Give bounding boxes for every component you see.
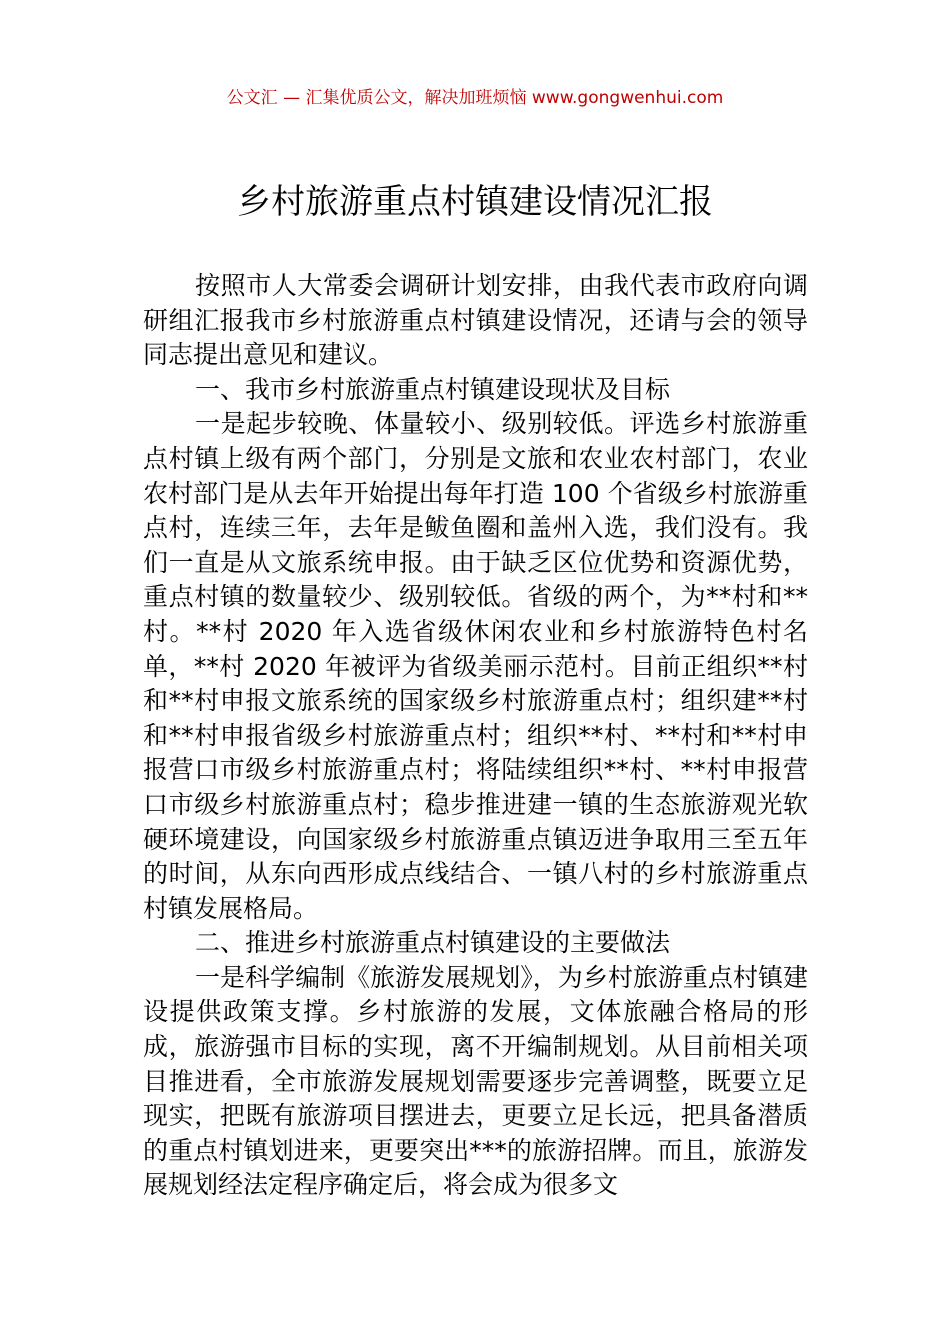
section-2-heading: 二、推进乡村旅游重点村镇建设的主要做法	[195, 928, 671, 958]
watermark-header: 公文汇 — 汇集优质公文，解决加班烦恼 www.gongwenhui.com	[226, 88, 724, 108]
section-2-paragraph: 一是科学编制《旅游发展规划》，为乡村旅游重点村镇建设提供政策支撑。乡村旅游的发展，文体旅融合格局的形成，旅游强市目标的实现，离不开编制规划。从目前相关项目推进看，全市旅游发展规划需要逐步完善调整，既要立足现实，把既有旅游项目摆进去，更要立足长远，把具备潜质的重点村镇划进来，更要突出***的旅游招牌。而且，旅游发展规划经法定程序确定后，将会成为很多文	[143, 962, 808, 1200]
section-1-heading: 一、我市乡村旅游重点村镇建设现状及目标	[195, 374, 671, 404]
document-title: 乡村旅游重点村镇建设情况汇报	[237, 182, 713, 222]
intro-paragraph: 按照市人大常委会调研计划安排，由我代表市政府向调研组汇报我市乡村旅游重点村镇建设情况，还请与会的领导同志提出意见和建议。	[143, 271, 808, 370]
section-1-paragraph: 一是起步较晚、体量较小、级别较低。评选乡村旅游重点村镇上级有两个部门，分别是文旅和农业农村部门，农业农村部门是从去年开始提出每年打造 100 个省级乡村旅游重点村，连续三年，去年是鲅鱼圈和盖州入选，我们没有。我们一直是从文旅系统申报。由于缺乏区位优势和资源优势，重点村镇的数量较少、级别较低。省级的两个，为**村和**村。**村 2020 年入选省级休闲农业和乡村旅游特色村名单，**村 2020 年被评为省级美丽示范村。目前正组织**村和**村申报文旅系统的国家级乡村旅游重点村；组织建**村和**村申报省级乡村旅游重点村；组织**村、**村和**村申报营口市级乡村旅游重点村；将陆续组织**村、**村申报营口市级乡村旅游重点村；稳步推进建一镇的生态旅游观光软硬环境建设，向国家级乡村旅游重点镇迈进争取用三至五年的时间，从东向西形成点线结合、一镇八村的乡村旅游重点村镇发展格局。	[143, 409, 808, 923]
document-body	[143, 269, 808, 1203]
